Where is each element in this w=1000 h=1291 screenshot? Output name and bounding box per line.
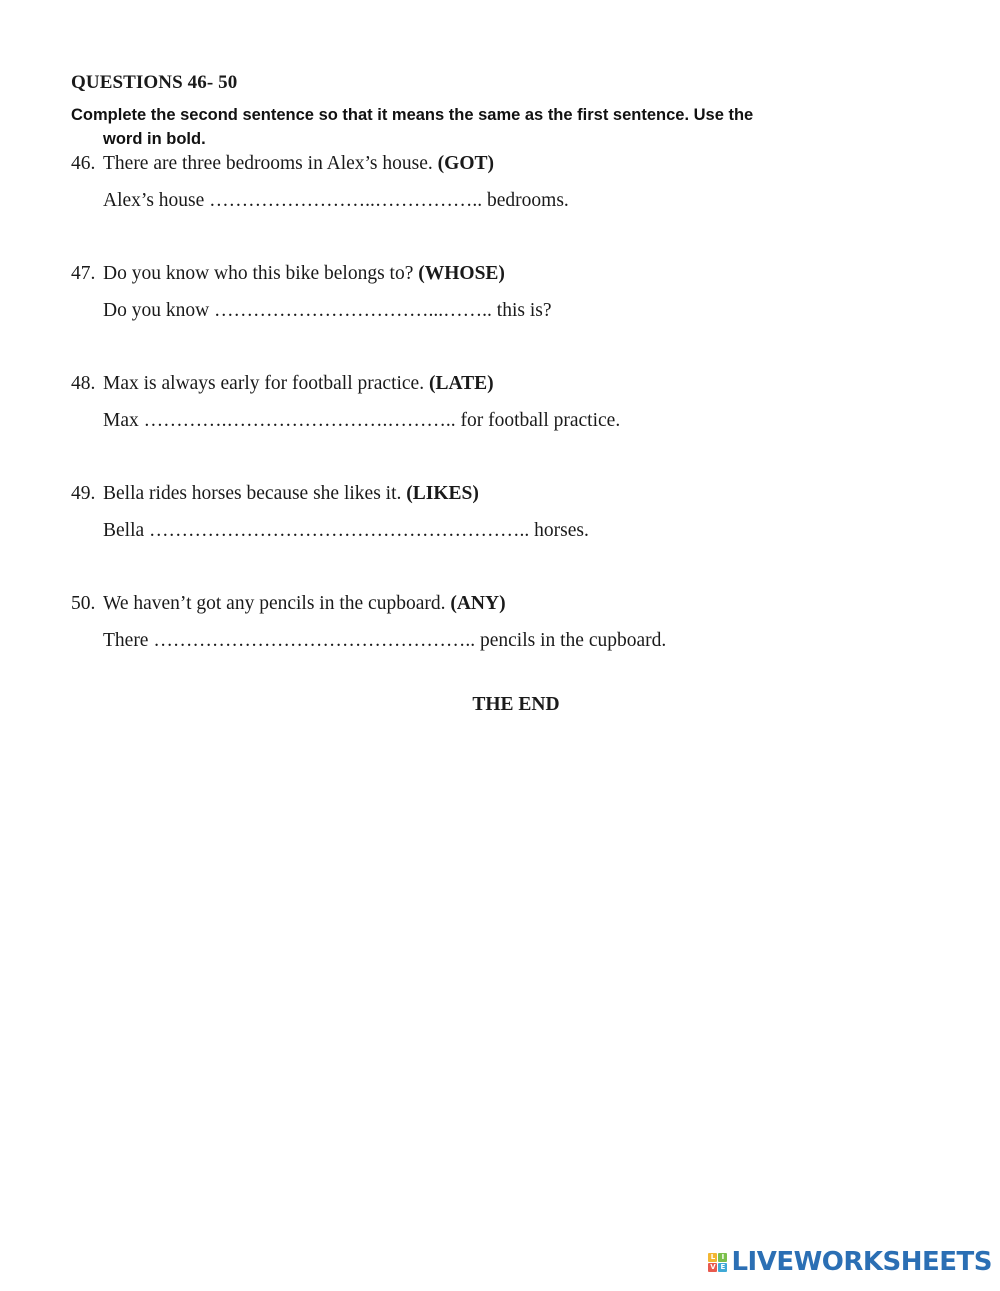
question-49 [71, 482, 589, 543]
question-number: 46. [71, 153, 96, 174]
question-sentence: There are three bedrooms in Alex’s house. [103, 153, 433, 174]
liveworksheets-logo [708, 1247, 992, 1277]
instructions [71, 103, 951, 151]
question-keyword: (LIKES) [406, 483, 479, 504]
question-sentence: Bella rides horses because she likes it. [103, 483, 402, 504]
instructions-line-2: word in bold. [103, 130, 206, 148]
question-sentence: Do you know who this bike belongs to? [103, 263, 414, 284]
question-sentence: Max is always early for football practice. [103, 373, 425, 394]
question-number: 47. [71, 263, 96, 284]
question-prompt [71, 372, 620, 396]
question-number: 50. [71, 593, 96, 614]
logo-mark-icon [708, 1253, 727, 1272]
answer-line[interactable]: There ………………………………………….. pencils in the cupboard. [103, 630, 667, 651]
answer-line[interactable]: Bella ………………………………………………….. horses. [103, 520, 589, 541]
question-number: 48. [71, 373, 96, 394]
question-50 [71, 592, 666, 653]
answer-line[interactable]: Max ………….…………………….……….. for football practice. [103, 410, 621, 431]
question-keyword: (WHOSE) [418, 263, 505, 284]
question-prompt [71, 152, 569, 176]
question-48 [71, 372, 620, 433]
question-keyword: (ANY) [450, 593, 506, 614]
question-prompt [71, 592, 666, 616]
logo-mark-tile: E [718, 1263, 727, 1272]
answer-line[interactable]: Do you know ……………………………...…….. this is? [103, 300, 552, 321]
logo-mark-tile: I [718, 1253, 727, 1262]
question-prompt [71, 482, 589, 506]
question-number: 49. [71, 483, 96, 504]
question-keyword: (GOT) [437, 153, 494, 174]
page-title: QUESTIONS 46- 50 [71, 72, 238, 93]
the-end-label: THE END [472, 694, 560, 715]
question-prompt [71, 262, 552, 286]
question-46 [71, 152, 569, 213]
logo-text: LIVEWORKSHEETS [731, 1247, 992, 1277]
logo-mark-tile: L [708, 1253, 717, 1262]
answer-line[interactable]: Alex’s house ……………………..…………….. bedrooms. [103, 190, 569, 211]
instructions-line-1: Complete the second sentence so that it means the same as the first sentence. Use the [71, 106, 754, 124]
question-47 [71, 262, 552, 323]
logo-mark-tile: V [710, 1262, 716, 1271]
question-sentence: We haven’t got any pencils in the cupboard. [103, 593, 446, 614]
question-keyword: (LATE) [428, 373, 494, 394]
